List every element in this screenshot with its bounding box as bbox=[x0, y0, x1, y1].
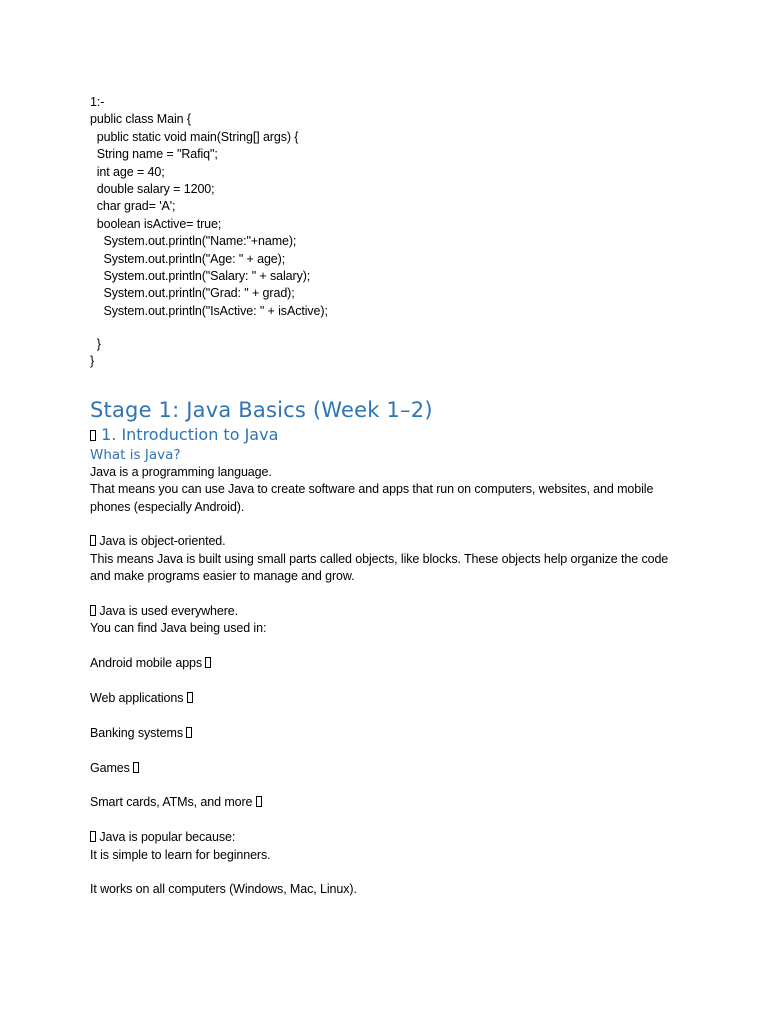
popular-heading bbox=[90, 829, 690, 846]
missing-glyph-icon bbox=[256, 796, 262, 807]
code-line bbox=[90, 320, 690, 336]
list-item bbox=[90, 655, 690, 672]
code-line: int age = 40; bbox=[90, 164, 165, 179]
section-heading bbox=[90, 425, 690, 445]
code-line: 1:- bbox=[90, 95, 105, 109]
code-line: public class Main { bbox=[90, 112, 191, 127]
code-line: System.out.println("Salary: " + salary); bbox=[90, 268, 311, 283]
used-everywhere-heading-text: Java is used everywhere. bbox=[99, 604, 239, 619]
code-line: System.out.println("Name:"+name); bbox=[90, 234, 297, 249]
code-line: double salary = 1200; bbox=[90, 181, 215, 196]
list-item-text: Smart cards, ATMs, and more bbox=[90, 795, 253, 810]
code-line: String name = "Rafiq"; bbox=[90, 147, 218, 162]
object-oriented-heading-text: Java is object-oriented. bbox=[99, 534, 226, 549]
code-line: public static void main(String[] args) { bbox=[90, 129, 299, 144]
list-item-text: Games bbox=[90, 760, 130, 775]
code-line: } bbox=[90, 354, 95, 369]
popular-reason-2: It works on all computers (Windows, Mac, Linux). bbox=[90, 882, 357, 897]
missing-glyph-icon bbox=[187, 692, 193, 703]
missing-glyph-icon bbox=[133, 762, 139, 773]
used-everywhere-heading bbox=[90, 603, 690, 620]
list-item-text: Android mobile apps bbox=[90, 656, 203, 671]
used-intro: You can find Java being used in: bbox=[90, 621, 267, 636]
code-line: char grad= 'A'; bbox=[90, 199, 176, 214]
popular-reason-1: It is simple to learn for beginners. bbox=[90, 847, 271, 862]
list-item bbox=[90, 725, 690, 742]
code-line: System.out.println("Age: " + age); bbox=[90, 251, 286, 266]
missing-glyph-icon bbox=[186, 727, 192, 738]
missing-glyph-icon bbox=[90, 605, 96, 616]
code-line: boolean isActive= true; bbox=[90, 216, 222, 231]
list-item-text: Web applications bbox=[90, 691, 184, 706]
missing-glyph-icon bbox=[90, 535, 96, 546]
list-item bbox=[90, 690, 690, 707]
code-line: System.out.println("Grad: " + grad); bbox=[90, 286, 295, 301]
popular-heading-text: Java is popular because: bbox=[99, 830, 236, 845]
subsection-heading: What is Java? bbox=[90, 446, 181, 463]
missing-glyph-icon bbox=[90, 430, 96, 441]
list-item bbox=[90, 760, 690, 777]
object-oriented-text: This means Java is built using small parts called objects, like blocks. These objects help organize the code and make programs easier to manage and grow. bbox=[90, 551, 669, 584]
section-heading-text: 1. Introduction to Java bbox=[101, 424, 279, 444]
intro-line-1: Java is a programming language. bbox=[90, 464, 272, 479]
object-oriented-heading bbox=[90, 533, 690, 550]
code-line: } bbox=[90, 337, 101, 352]
list-item bbox=[90, 794, 690, 811]
missing-glyph-icon bbox=[205, 657, 211, 668]
list-item-text: Banking systems bbox=[90, 725, 183, 740]
code-line: System.out.println("IsActive: " + isActive); bbox=[90, 303, 328, 318]
stage-heading: Stage 1: Java Basics (Week 1–2) bbox=[90, 397, 433, 422]
document-page bbox=[90, 94, 690, 899]
code-block bbox=[90, 94, 690, 371]
intro-line-2: That means you can use Java to create software and apps that run on computers, websites, and mobile phones (especially Android). bbox=[90, 482, 654, 514]
missing-glyph-icon bbox=[90, 831, 96, 842]
